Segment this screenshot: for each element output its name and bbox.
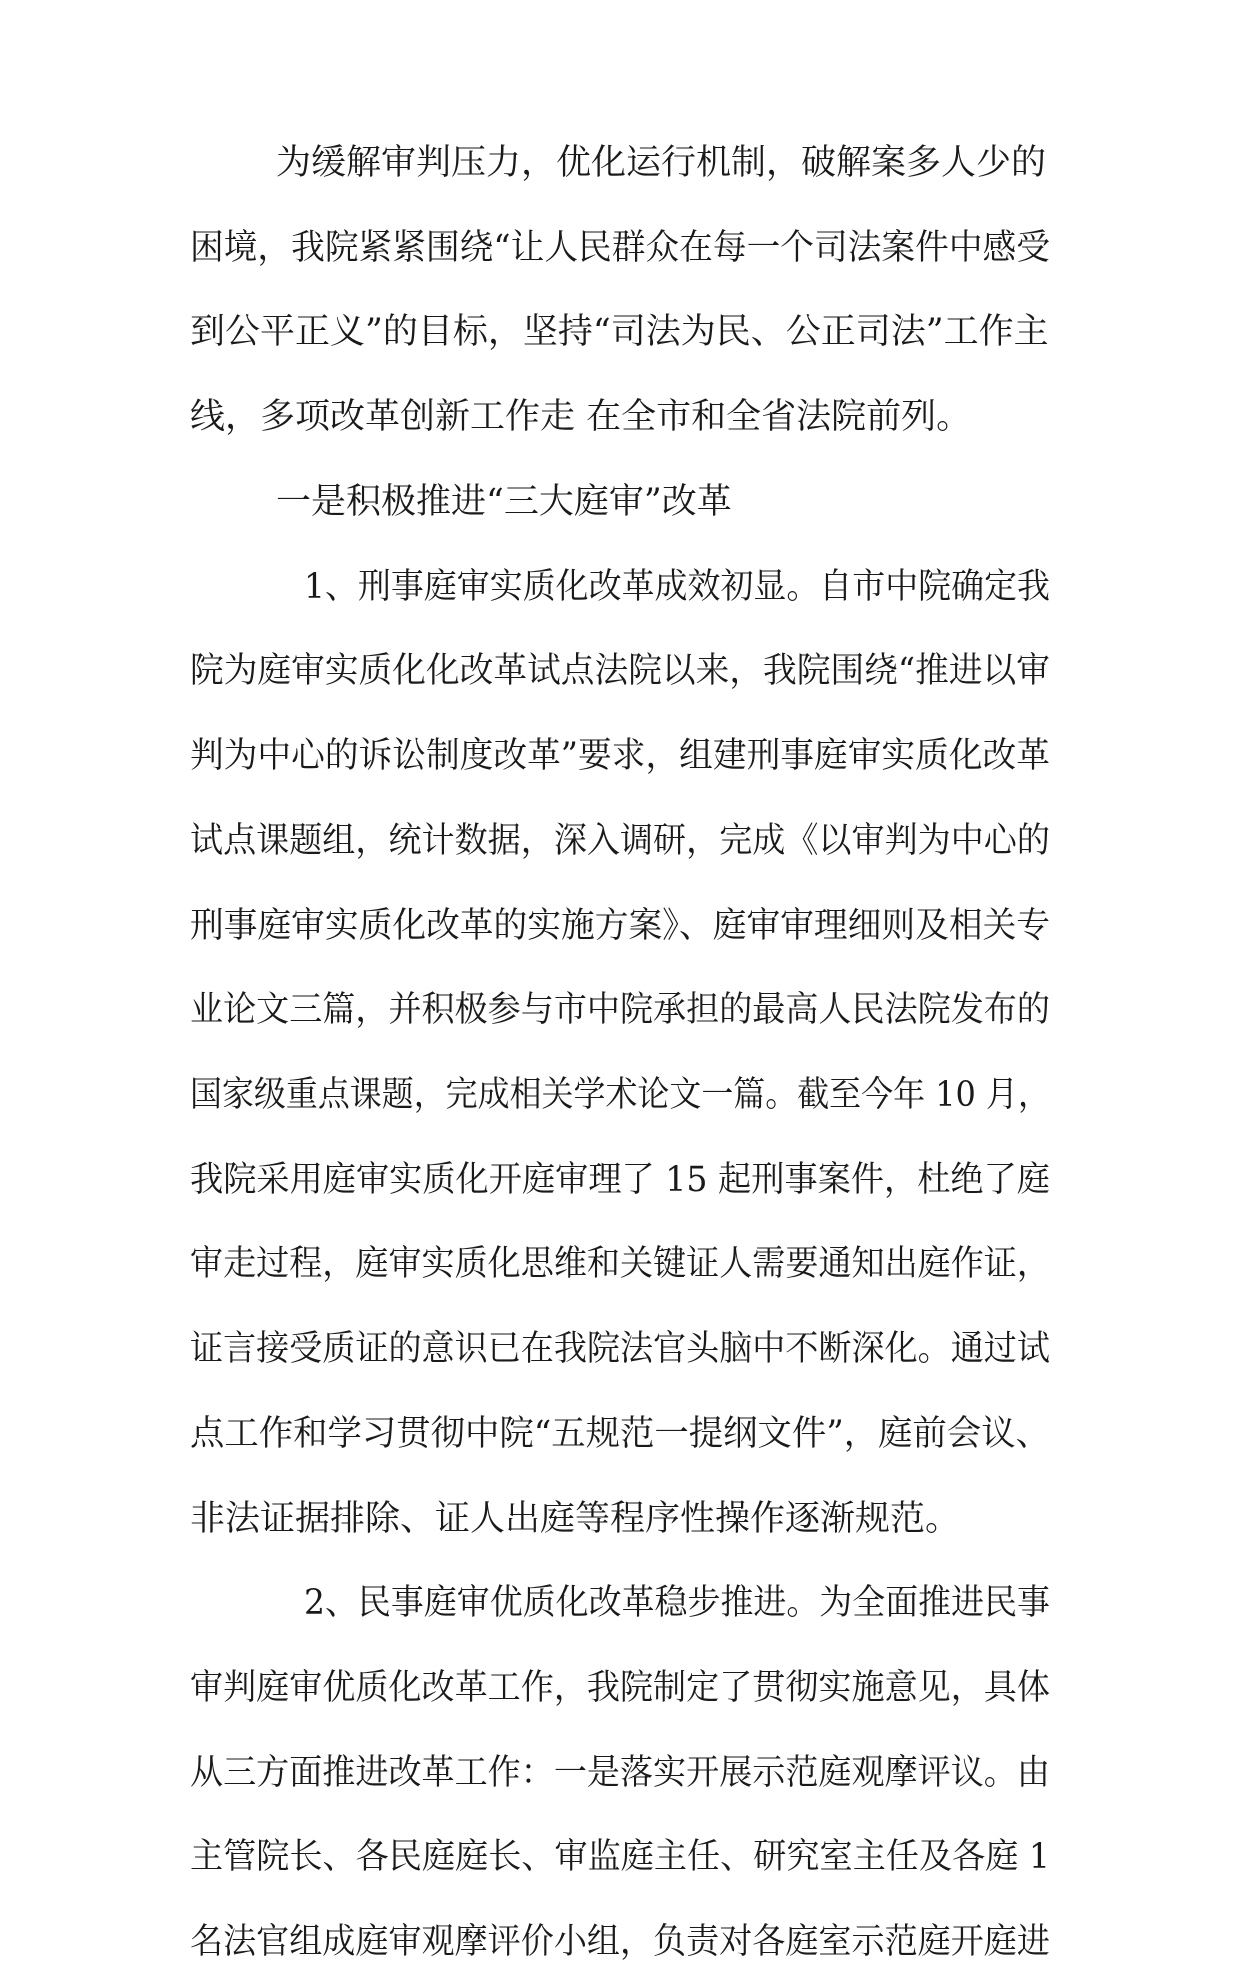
heading-text: 一是积极推进“三大庭审”改革 (276, 482, 732, 522)
paragraph-item2-line-3 (0, 1738, 1240, 1808)
text-line: 判为中心的诉讼制度改革”要求，组建刑事庭审实质化改革 (190, 736, 1050, 776)
paragraph-item1-line-6 (0, 975, 1240, 1045)
text-line: 为缓解审判压力，优化运行机制，破解案多人少的 (276, 143, 1047, 183)
text-line: 非法证据排除、证人出庭等程序性操作逐渐规范。 (190, 1499, 961, 1539)
text-line: 审走过程，庭审实质化思维和关键证人需要通知出庭作证， (190, 1244, 1050, 1284)
text-line: 点工作和学习贯彻中院“五规范一提纲文件”，庭前会议、 (190, 1414, 1051, 1454)
paragraph-item2-line-2 (0, 1653, 1240, 1723)
paragraph-item1-line-12 (0, 1484, 1240, 1554)
text-line: 院为庭审实质化化改革试点法院以来，我院围绕“推进以审 (190, 651, 1050, 691)
text-line: 我院采用庭审实质化开庭审理了 15 起刑事案件，杜绝了庭 (190, 1160, 1051, 1200)
paragraph-item1-line-5 (0, 891, 1240, 961)
paragraph-intro-line-2 (0, 213, 1240, 283)
paragraph-item2-line-1 (0, 1568, 1240, 1638)
paragraph-item1-line-2 (0, 636, 1240, 706)
paragraph-intro-line-3 (0, 297, 1240, 367)
text-line: 到公平正义”的目标，坚持“司法为民、公正司法”工作主 (190, 312, 1049, 352)
text-line: 主管院长、各民庭庭长、审监庭主任、研究室主任及各庭 1 (190, 1837, 1050, 1877)
paragraph-item1-line-9 (0, 1229, 1240, 1299)
text-line: 刑事庭审实质化改革的实施方案》、庭审审理细则及相关专 (190, 906, 1051, 946)
section-heading (0, 467, 1240, 537)
text-line: 证言接受质证的意识已在我院法官头脑中不断深化。通过试 (190, 1329, 1050, 1369)
paragraph-item1-line-4 (0, 806, 1240, 876)
paragraph-item1-line-8 (0, 1145, 1240, 1215)
text-line: 试点课题组，统计数据，深入调研，完成《以审判为中心的 (190, 821, 1050, 861)
paragraph-intro-line-4 (0, 382, 1240, 452)
paragraph-intro-line-1 (0, 128, 1240, 198)
text-line: 从三方面推进改革工作：一是落实开展示范庭观摩评议。由 (190, 1753, 1050, 1793)
text-line: 名法官组成庭审观摩评价小组，负责对各庭室示范庭开庭进 (190, 1922, 1050, 1962)
paragraph-item1-line-7 (0, 1060, 1240, 1130)
paragraph-item1-line-10 (0, 1314, 1240, 1384)
text-line: 困境，我院紧紧围绕“让人民群众在每一个司法案件中感受 (190, 228, 1050, 268)
text-line: 审判庭审优质化改革工作，我院制定了贯彻实施意见，具体 (190, 1668, 1050, 1708)
text-line: 2、民事庭审优质化改革稳步推进。为全面推进民事 (304, 1583, 1051, 1623)
text-line: 国家级重点课题，完成相关学术论文一篇。截至今年 10 月， (190, 1075, 1050, 1115)
paragraph-item1-line-1 (0, 552, 1240, 622)
text-line: 业论文三篇，并积极参与市中院承担的最高人民法院发布的 (190, 990, 1050, 1030)
text-line: 线，多项改革创新工作走 在全市和全省法院前列。 (190, 397, 972, 437)
paragraph-item2-line-5 (0, 1907, 1240, 1977)
paragraph-item2-line-4 (0, 1822, 1240, 1892)
text-line: 1、刑事庭审实质化改革成效初显。自市中院确定我 (304, 567, 1051, 607)
paragraph-item1-line-3 (0, 721, 1240, 791)
paragraph-item1-line-11 (0, 1399, 1240, 1469)
